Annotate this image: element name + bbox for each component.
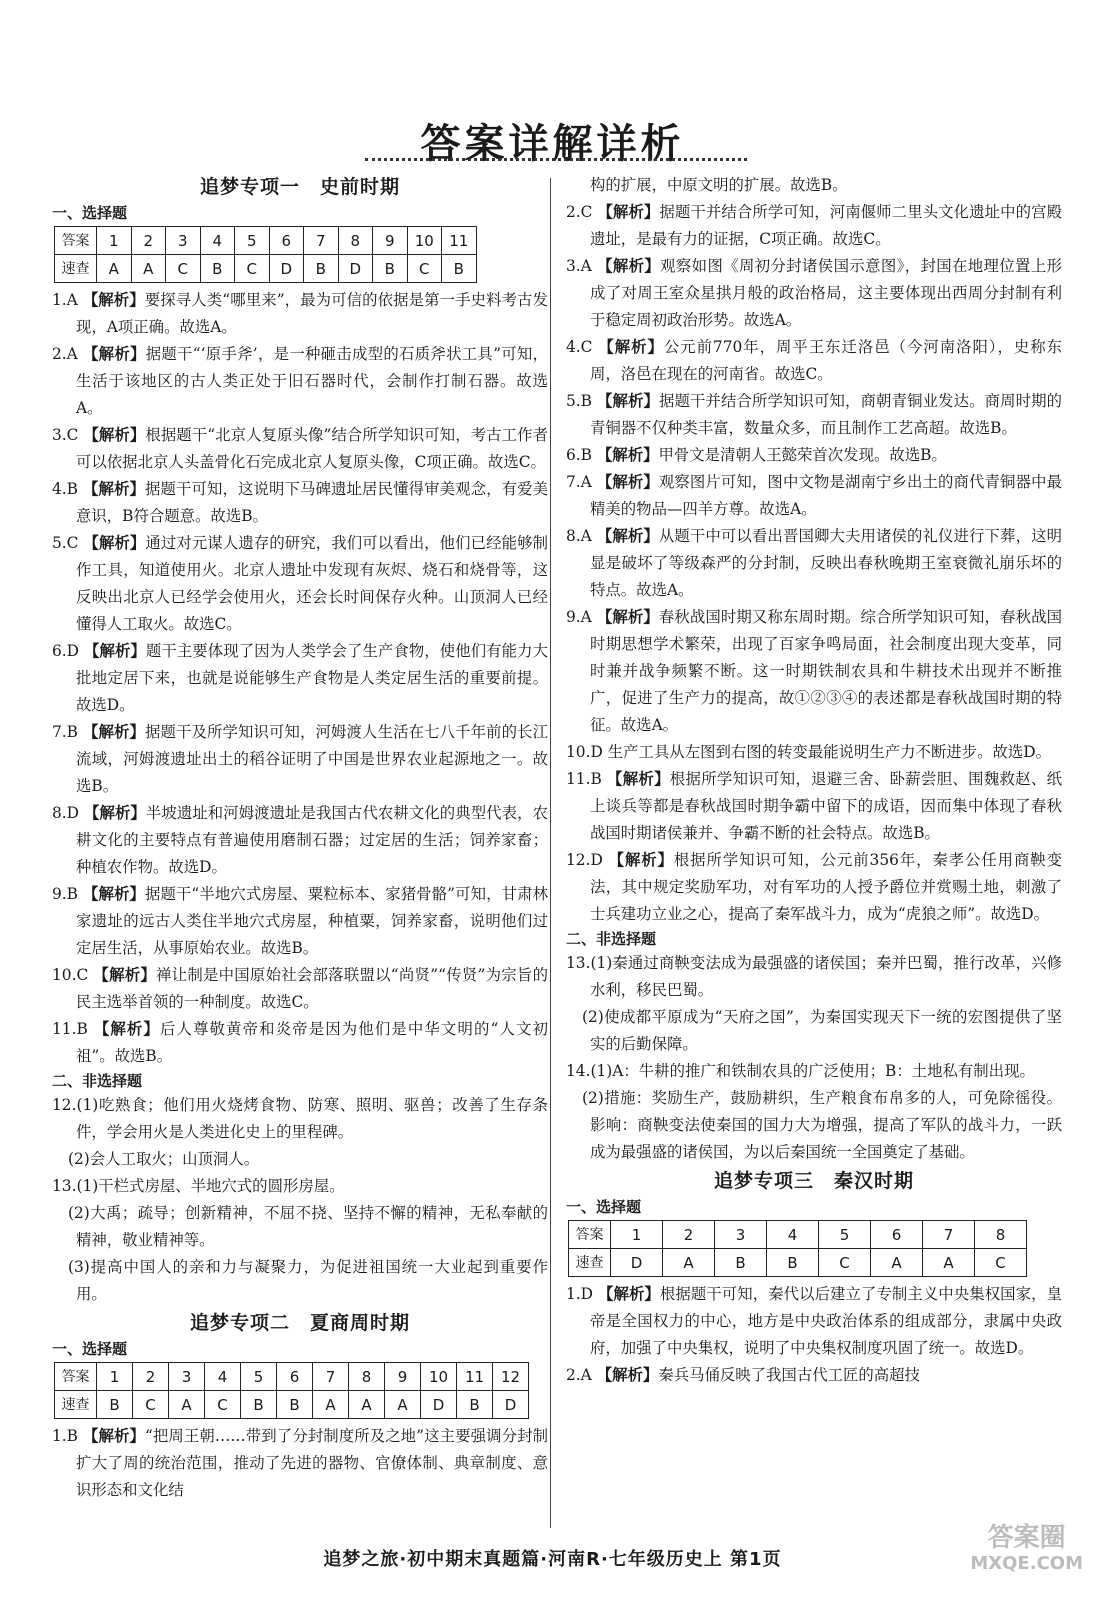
- answer-item: (2)措施：奖励生产，鼓励耕织，生产粮食布帛多的人，可免除徭役。影响：商鞅变法使秦国的国力大为增强，提高了军队的战斗力，一跃成为最强盛的诸侯国，为以后秦国统一全国奠定了基础。: [582, 1089, 1062, 1161]
- explanation-item: [52, 287, 548, 341]
- answer-letter: C: [133, 1391, 169, 1419]
- item-text: 要探寻人类“哪里来”，最为可信的依据是第一手史料考古发现，A项正确。故选A。: [76, 291, 548, 336]
- analysis-tag: 【解析】: [83, 723, 146, 741]
- answer-letter: A: [97, 255, 132, 283]
- table-header: 速查: [55, 1391, 97, 1419]
- item-number: 2.A: [566, 1366, 592, 1384]
- answer-letter: B: [457, 1391, 493, 1419]
- page-title: 答案详解详析: [420, 121, 685, 167]
- question-number: 6: [871, 1221, 923, 1249]
- explanation-item: [52, 341, 548, 422]
- analysis-tag: 【解析】: [597, 203, 660, 221]
- explanation-item: [566, 253, 1062, 334]
- explanation-item: [566, 847, 1062, 928]
- item-text: 据题干“‘原手斧’，是一种砸击成型的石质斧状工具”可知，生活于该地区的古人类正处于旧石器时代，会制作打制石器。故选A。: [76, 345, 548, 417]
- question-number: 9: [385, 1363, 421, 1391]
- answer-letter: A: [871, 1249, 923, 1277]
- answer-letter: A: [349, 1391, 385, 1419]
- item-text: 据题干并结合所学可知，河南偃师二里头文化遗址中的宫殿遗址，是最有力的证据，C项正确。故选C。: [590, 203, 1062, 248]
- item-number: 7.B: [52, 723, 78, 741]
- section-subtitle: 二、非选择题: [566, 930, 657, 948]
- item-text: 甲骨文是清朝人王懿荣首次发现。故选B。: [658, 446, 947, 464]
- item-number: 4.C: [566, 338, 593, 356]
- item-text: 禅让制是中国原始社会部落联盟以“尚贤”“传贤”为宗旨的民主选举首领的一种制度。故选C。: [76, 966, 548, 1011]
- item-number: 6.D: [52, 642, 80, 660]
- item-number: 7.A: [566, 473, 592, 491]
- explanation-item: [566, 1281, 1062, 1362]
- explanation-item: [566, 766, 1062, 847]
- table-header: 速查: [569, 1249, 611, 1277]
- item-text: 构的扩展，中原文明的扩展。故选B。: [590, 176, 848, 194]
- question-number: 7: [923, 1221, 975, 1249]
- answer-list: [52, 1092, 548, 1308]
- answer-letter: C: [819, 1249, 871, 1277]
- question-number: 11: [442, 227, 477, 255]
- item-text: 观察图片可知，图中文物是湖南宁乡出土的商代青铜器中最精美的物品—四羊方尊。故选A。: [590, 473, 1062, 518]
- question-number: 9: [373, 227, 408, 255]
- analysis-tag: 【解析】: [596, 1366, 659, 1384]
- watermark-url: MXQE.COM: [970, 1553, 1083, 1574]
- answer-letter: A: [385, 1391, 421, 1419]
- analysis-tag: 【解析】: [83, 480, 146, 498]
- item-text: 根据题干“北京人复原头像”结合所学知识可知，考古工作者可以依据北京人头盖骨化石完成北京人复原头像，C项正确。故选C。: [76, 426, 548, 471]
- analysis-tag: 【解析】: [83, 345, 146, 363]
- explanation-list: [566, 1281, 1062, 1389]
- answer-letter: D: [493, 1391, 529, 1419]
- question-number: 6: [269, 227, 304, 255]
- analysis-tag: 【解析】: [83, 534, 146, 552]
- question-number: 1: [97, 1363, 133, 1391]
- item-text: “把周王朝……带到了分封制度所及之地”这主要强调分封制扩大了周的统治范围，推动了先进的器物、官僚体制、典章制度、意识形态和文化结: [76, 1427, 548, 1499]
- question-number: 4: [200, 227, 235, 255]
- section-title: 追梦专项二 夏商周时期: [189, 1312, 410, 1334]
- question-number: 5: [241, 1363, 277, 1391]
- item-text: 据题干及所学知识可知，河姆渡人生活在七八千年前的长江流域，河姆渡遗址出土的稻谷证明了中国是世界农业起源地之一。故选B。: [76, 723, 548, 795]
- analysis-tag: 【解析】: [596, 527, 659, 545]
- question-number: 2: [133, 1363, 169, 1391]
- table-header: 答案: [55, 227, 97, 255]
- column-divider: [550, 178, 551, 1528]
- item-number: 9.B: [52, 885, 78, 903]
- explanation-item: [566, 739, 1062, 766]
- answer-letter: B: [304, 255, 339, 283]
- explanation-list: [52, 287, 548, 1070]
- answer-letter: C: [975, 1249, 1027, 1277]
- item-text: 通过对元谋人遗存的研究，我们可以看出，他们已经能够制作工具，知道使用火。北京人遗址中发现有灰烬、烧石和烧骨等，这反映出北京人已经学会使用火，还会长时间保存火种。山顶洞人已经懂得人工取火。故选C。: [76, 534, 548, 633]
- item-number: 11.B: [566, 770, 602, 788]
- explanation-item: [566, 442, 1062, 469]
- section-subtitle: 二、非选择题: [52, 1072, 143, 1090]
- analysis-tag: 【解析】: [608, 851, 674, 869]
- analysis-tag: 【解析】: [607, 770, 670, 788]
- explanation-item: [566, 172, 1062, 199]
- item-number: 6.B: [566, 446, 592, 464]
- answer-table: [54, 226, 477, 283]
- answer-letter: D: [611, 1249, 663, 1277]
- explanation-item: [52, 1423, 548, 1504]
- answer-item: 13.(1)秦通过商鞅变法成为最强盛的诸侯国；秦并巴蜀，推行改革，兴修水利，移民巴蜀。: [566, 954, 1062, 999]
- section-subtitle: 一、选择题: [52, 1340, 128, 1358]
- item-text: 据题干“半地穴式房屋、粟粒标本、家猪骨骼”可知，甘肃林家遗址的远古人类住半地穴式房屋，种植粟，饲养家畜，说明他们过定居生活，从事原始农业。故选B。: [76, 885, 548, 957]
- question-number: 7: [313, 1363, 349, 1391]
- question-number: 4: [767, 1221, 819, 1249]
- answer-letter: B: [241, 1391, 277, 1419]
- analysis-tag: 【解析】: [598, 1285, 660, 1303]
- item-number: 3.C: [52, 426, 79, 444]
- item-text: 公元前770年，周平王东迁洛邑（今河南洛阳），史称东周，洛邑在现在的河南省。故选C。: [590, 338, 1062, 383]
- analysis-tag: 【解析】: [83, 1427, 145, 1445]
- question-number: 5: [819, 1221, 871, 1249]
- question-number: 12: [493, 1363, 529, 1391]
- analysis-tag: 【解析】: [596, 473, 659, 491]
- question-number: 8: [975, 1221, 1027, 1249]
- explanation-list: [52, 1423, 548, 1504]
- analysis-tag: 【解析】: [597, 257, 661, 275]
- item-number: 10.C: [52, 966, 89, 984]
- item-number: 1.A: [52, 291, 78, 309]
- item-number: 10.D: [566, 743, 603, 761]
- section-subtitle: 一、选择题: [52, 204, 128, 222]
- explanation-item: [52, 422, 548, 476]
- item-number: 1.B: [52, 1427, 78, 1445]
- analysis-tag: 【解析】: [596, 446, 659, 464]
- watermark-name: 答案圈: [987, 1523, 1066, 1553]
- item-text: 据题干并结合所学知识可知，商朝青铜业发达。商周时期的青铜器不仅种类丰富，数量众多，而且制作工艺高超。故选B。: [590, 392, 1062, 437]
- answer-letter: B: [277, 1391, 313, 1419]
- analysis-tag: 【解析】: [597, 392, 660, 410]
- explanation-item: [566, 334, 1062, 388]
- answer-item: 13.(1)干栏式房屋、半地穴式的圆形房屋。: [52, 1177, 345, 1195]
- question-number: 1: [611, 1221, 663, 1249]
- explanation-item: [52, 638, 548, 719]
- table-header: 速查: [55, 255, 97, 283]
- watermark-logo: [970, 1525, 1083, 1577]
- answer-letter: C: [407, 255, 442, 283]
- explanation-item: [566, 388, 1062, 442]
- explanation-item: [566, 604, 1062, 739]
- answer-letter: B: [767, 1249, 819, 1277]
- table-header: 答案: [569, 1221, 611, 1249]
- item-number: 2.A: [52, 345, 78, 363]
- question-number: 7: [304, 227, 339, 255]
- answer-letter: A: [923, 1249, 975, 1277]
- question-number: 6: [277, 1363, 313, 1391]
- answer-letter: A: [313, 1391, 349, 1419]
- title-divider: [365, 158, 747, 161]
- item-text: 根据题干可知，秦代以后建立了专制主义中央集权国家，皇帝是全国权力的中心，地方是中央政治体系的组成部分，隶属中央政府，加强了中央集权，说明了中央集权制度巩固了统一。故选D。: [590, 1285, 1062, 1357]
- analysis-tag: 【解析】: [84, 804, 146, 822]
- question-number: 10: [421, 1363, 457, 1391]
- analysis-tag: 【解析】: [82, 291, 145, 309]
- explanation-item: [566, 199, 1062, 253]
- answer-item: (2)会人工取火；山顶洞人。: [68, 1150, 260, 1168]
- explanation-list: [566, 172, 1062, 928]
- question-number: 10: [407, 227, 442, 255]
- item-number: 1.D: [566, 1285, 594, 1303]
- item-number: 8.A: [566, 527, 592, 545]
- answer-item: (2)大禹；疏导；创新精神，不屈不挠、坚持不懈的精神，无私奉献的精神，敬业精神等。: [68, 1204, 548, 1249]
- question-number: 4: [205, 1363, 241, 1391]
- analysis-tag: 【解析】: [93, 966, 157, 984]
- question-number: 8: [349, 1363, 385, 1391]
- explanation-item: [52, 800, 548, 881]
- item-number: 5.B: [566, 392, 592, 410]
- question-number: 2: [663, 1221, 715, 1249]
- page-footer: 追梦之旅·初中期末真题篇·河南R·七年级历史上 第1页: [323, 1549, 782, 1570]
- answer-item: (2)使成都平原成为“天府之国”，为秦国实现天下一统的宏图提供了坚实的后勤保障。: [582, 1008, 1062, 1053]
- explanation-item: [52, 530, 548, 638]
- answer-letter: A: [663, 1249, 715, 1277]
- left-column: [52, 172, 548, 1504]
- question-number: 2: [131, 227, 166, 255]
- table-header: 答案: [55, 1363, 97, 1391]
- explanation-item: [52, 476, 548, 530]
- explanation-item: [566, 1362, 1062, 1389]
- right-column: [566, 172, 1062, 1389]
- item-number: 8.D: [52, 804, 80, 822]
- answer-table: [54, 1362, 529, 1419]
- item-text: 生产工具从左图到右图的转变最能说明生产力不断进步。故选D。: [607, 743, 1052, 761]
- section-subtitle: 一、选择题: [566, 1198, 642, 1216]
- section-title: 追梦专项一 史前时期: [199, 176, 400, 198]
- answer-letter: C: [166, 255, 201, 283]
- item-number: 9.A: [566, 608, 592, 626]
- analysis-tag: 【解析】: [83, 885, 145, 903]
- question-number: 3: [169, 1363, 205, 1391]
- answer-letter: D: [269, 255, 304, 283]
- item-number: 4.B: [52, 480, 78, 498]
- item-text: 根据所学知识可知，退避三舍、卧薪尝胆、围魏救赵、纸上谈兵等都是春秋战国时期争霸中留下的成语，因而集中体现了春秋战国时期诸侯兼并、争霸不断的社会特点。故选B。: [590, 770, 1062, 842]
- question-number: 8: [338, 227, 373, 255]
- explanation-item: [52, 719, 548, 800]
- answer-letter: B: [442, 255, 477, 283]
- item-text: 春秋战国时期又称东周时期。综合所学知识可知，春秋战国时期思想学术繁荣，出现了百家争鸣局面，社会制度出现大变革，同时兼并战争频繁不断。这一时期铁制农具和牛耕技术出现并不断推广，促进了生产力的提高，故①②③④的表述都是春秋战国时期的特征。故选A。: [590, 608, 1062, 734]
- explanation-item: [52, 881, 548, 962]
- answer-item: (3)提高中国人的亲和力与凝聚力，为促进祖国统一大业起到重要作用。: [68, 1258, 548, 1303]
- answer-letter: B: [715, 1249, 767, 1277]
- answer-letter: B: [97, 1391, 133, 1419]
- answer-item: 12.(1)吃熟食；他们用火烧烤食物、防寒、照明、驱兽；改善了生存条件，学会用火是人类进化史上的里程碑。: [52, 1096, 548, 1141]
- question-number: 11: [457, 1363, 493, 1391]
- item-text: 后人尊敬黄帝和炎帝是因为他们是中华文明的“人文初祖”。故选B。: [76, 1020, 548, 1065]
- explanation-item: [52, 1016, 548, 1070]
- question-number: 1: [97, 227, 132, 255]
- answer-table: [568, 1220, 1027, 1277]
- analysis-tag: 【解析】: [598, 338, 664, 356]
- item-text: 据题干可知，这说明下马碑遗址居民懂得审美观念，有爱美意识，B符合题意。故选B。: [76, 480, 548, 525]
- answer-letter: B: [373, 255, 408, 283]
- question-number: 5: [235, 227, 270, 255]
- item-number: 11.B: [52, 1020, 88, 1038]
- analysis-tag: 【解析】: [83, 426, 146, 444]
- answer-letter: C: [235, 255, 270, 283]
- item-number: 12.D: [566, 851, 603, 869]
- item-text: 题干主要体现了因为人类学会了生产食物，使他们有能力大批地定居下来，也就是说能够生产食物是人类定居生活的重要前提。故选D。: [76, 642, 548, 714]
- answer-letter: C: [205, 1391, 241, 1419]
- item-number: 3.A: [566, 257, 592, 275]
- analysis-tag: 【解析】: [596, 608, 659, 626]
- answer-letter: A: [131, 255, 166, 283]
- analysis-tag: 【解析】: [84, 642, 146, 660]
- answer-item: 14.(1)A：牛耕的推广和铁制农具的广泛使用；B：土地私有制出现。: [566, 1062, 1035, 1080]
- question-number: 3: [166, 227, 201, 255]
- explanation-item: [52, 962, 548, 1016]
- answer-letter: D: [338, 255, 373, 283]
- explanation-item: [566, 523, 1062, 604]
- answer-letter: A: [169, 1391, 205, 1419]
- item-number: 2.C: [566, 203, 593, 221]
- answer-letter: D: [421, 1391, 457, 1419]
- item-text: 观察如图《周初分封诸侯国示意图》，封国在地理位置上形成了对周王室众星拱月般的政治格局，这主要体现出西周分封制有利于稳定周初政治形势。故选A。: [590, 257, 1062, 329]
- answer-letter: B: [200, 255, 235, 283]
- explanation-item: [566, 469, 1062, 523]
- answer-list: [566, 950, 1062, 1166]
- analysis-tag: 【解析】: [93, 1020, 160, 1038]
- item-text: 从题干中可以看出晋国卿大夫用诸侯的礼仪进行下葬，这明显是破坏了等级森严的分封制，反映出春秋晚期王室衰微礼崩乐坏的特点。故选A。: [590, 527, 1062, 599]
- item-text: 秦兵马俑反映了我国古代工匠的高超技: [658, 1366, 920, 1384]
- question-number: 3: [715, 1221, 767, 1249]
- section-title: 追梦专项三 秦汉时期: [713, 1170, 914, 1192]
- item-text: 根据所学知识可知，公元前356年，秦孝公任用商鞅变法，其中规定奖励军功，对有军功的人授予爵位并赏赐土地，刺激了士兵建功立业之心，提高了秦军战斗力，成为“虎狼之师”。故选D。: [590, 851, 1062, 923]
- item-text: 半坡遗址和河姆渡遗址是我国古代农耕文化的典型代表，农耕文化的主要特点有普遍使用磨制石器；过定居的生活；饲养家畜；种植农作物。故选D。: [76, 804, 548, 876]
- item-number: 5.C: [52, 534, 79, 552]
